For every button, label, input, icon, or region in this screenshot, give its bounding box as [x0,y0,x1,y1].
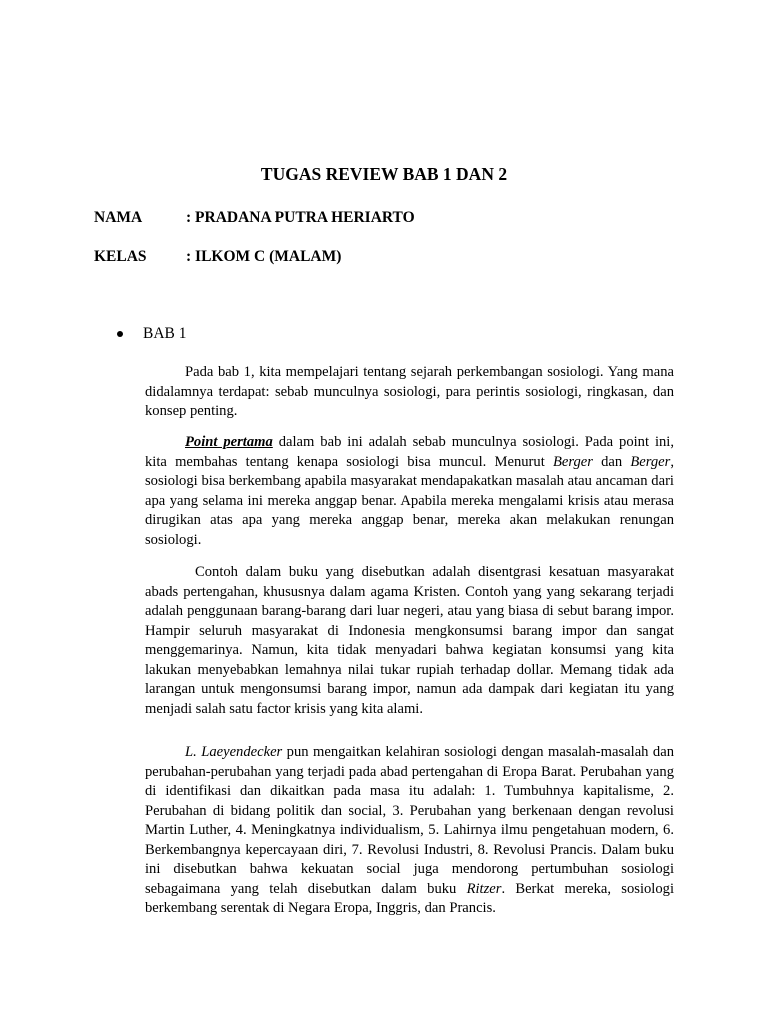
paragraph-4-text-b: . Berkat mereka, sosiologi berkembang serentak di Negara Eropa, Inggris, dan Prancis. [145,880,675,916]
author-laeyendecker: L. Laeyendecker [185,744,283,760]
section-heading-label: BAB 1 [143,325,187,342]
paragraph-2 [145,433,674,550]
bullet-icon [117,331,123,337]
paragraph-4-text-a: pun mengaitkan kelahiran sosiologi dengan masalah-masalah dan perubahan-perubahan yang terjadi pada abad pertengahan di Eropa Barat. Perubahan yang di identifikasi dan dikaitkan pada masa itu adalah: 1. Tumbuhnya kapitalisme, 2. Perubahan di bidang politik dan social, 3. Perubahan yang berkenaan dengan revolusi Martin Luther, 4. Meningkatnya individualism, 5. Lahirnya ilmu pengetahuan modern, 6. Berkembangnya kepercayaan diri, 7. Revolusi Industri, 8. Revolusi Prancis. Dalam buku ini disebutkan bahwa kekuatan social juga mendorong pertumbuhan sosiologi sebagaimana yang telah disebutkan dalam buku [145,744,674,897]
field-value-kelas: : ILKOM C (MALAM) [186,248,342,265]
paragraph-2-text-a: dalam bab ini adalah sebab munculnya sosiologi. Pada point ini, kita membahas tentang kenapa sosiologi bisa muncul. Menurut [145,434,674,470]
book-ritzer: Ritzer [466,880,502,897]
paragraph-2-text-c: , sosiologi bisa berkembang apabila masyarakat mendapakatkan masalah atau ancaman dari apa yang selama ini mereka anggap benar. Apabila mereka mengalami krisis atau merasa dirugikan atas apa yang mereka anggap benar, mereka akan melakukan renungan sosiologi. [145,453,674,548]
field-label-kelas: KELAS [94,248,147,265]
point-pertama-emphasis: Point pertama [185,434,273,450]
paragraph-4 [145,743,674,919]
field-value-nama: : PRADANA PUTRA HERIARTO [186,209,415,226]
author-berger-1: Berger [552,453,593,470]
paragraph-1: Pada bab 1, kita mempelajari tentang sejarah perkembangan sosiologi. Yang mana didalamnya terdapat: sebab munculnya sosiologi, para perintis sosiologi, ringkasan, dan konsep penting. [145,364,674,419]
document-title: TUGAS REVIEW BAB 1 DAN 2 [260,164,508,184]
field-label-nama: NAMA [94,209,143,226]
author-berger-2: Berger [630,453,671,470]
paragraph-2-text-b: dan [592,453,631,470]
paragraph-3: Contoh dalam buku yang disebutkan adalah disentgrasi kesatuan masyarakat abads pertengahan, khususnya dalam agama Kristen. Contoh yang yang sekarang terjadi adalah penggunaan barang-barang dari luar negeri, atau yang biasa di sebut barang impor. Hampir seluruh masyarakat di Indonesia mengkonsumsi barang impor dan sangat menggemarinya. Namun, kita tidak menyadari bahwa kegiatan konsumsi yang kita lakukan menyebabkan lemahnya nilai tukar rupiah terhadap dollar. Memang tidak ada larangan untuk mengonsumsi barang impor, namun ada dampak dari kegiatan itu yang menjadi salah satu factor krisis yang kita alami. [145,564,674,717]
